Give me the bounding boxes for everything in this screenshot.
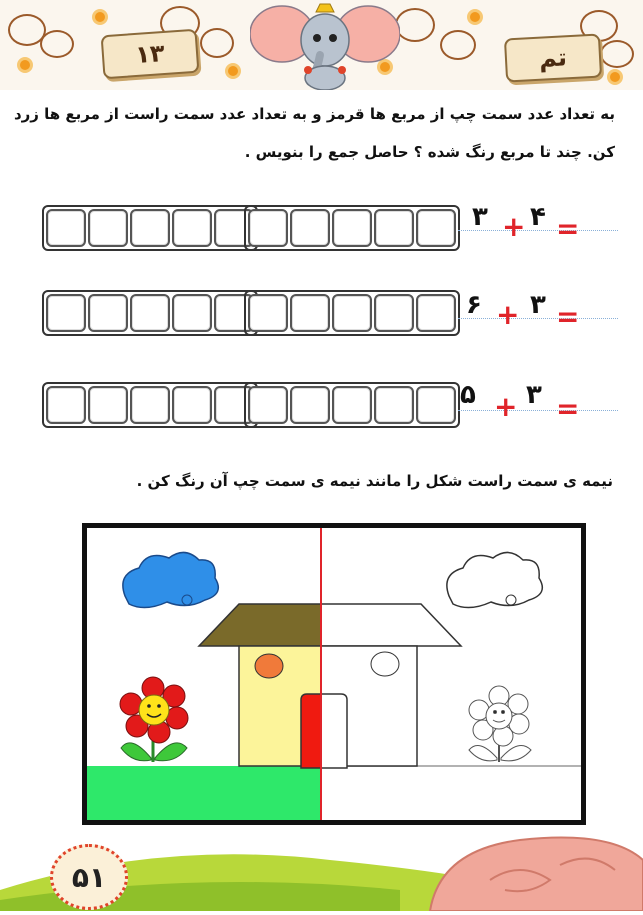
right-box-group — [244, 382, 460, 428]
window-left[interactable] — [255, 654, 283, 678]
cloud-left-icon[interactable] — [123, 552, 218, 607]
color-square[interactable] — [290, 294, 330, 332]
color-square[interactable] — [88, 294, 128, 332]
equals-sign: = — [556, 212, 580, 245]
color-square[interactable] — [416, 209, 456, 247]
right-box-group — [244, 290, 460, 336]
color-square[interactable] — [172, 209, 212, 247]
page-header — [0, 0, 643, 90]
color-square[interactable] — [172, 294, 212, 332]
equals-sign: = — [556, 392, 580, 425]
flower-ornament-icon — [470, 12, 480, 22]
color-square[interactable] — [332, 209, 372, 247]
equals-sign: = — [556, 300, 580, 333]
page-number-text: ۵۱ — [71, 860, 107, 894]
swirl-ornament-icon — [40, 30, 74, 58]
flower-left-icon[interactable] — [120, 677, 188, 762]
right-number: ۴ — [530, 202, 546, 232]
color-square[interactable] — [46, 386, 86, 424]
color-square[interactable] — [130, 209, 170, 247]
left-number: ۵ — [460, 380, 476, 410]
page-number-badge — [50, 844, 128, 910]
grass-left[interactable] — [87, 766, 321, 820]
door-right[interactable] — [321, 694, 347, 768]
right-number: ۳ — [526, 380, 542, 410]
door-left[interactable] — [301, 694, 321, 768]
symmetry-drawing — [87, 528, 581, 820]
flower-ornament-icon — [228, 66, 238, 76]
color-square[interactable] — [248, 209, 288, 247]
swirl-ornament-icon — [395, 8, 435, 42]
color-square[interactable] — [248, 386, 288, 424]
page-footer — [0, 820, 643, 911]
swirl-ornament-icon — [200, 28, 234, 58]
left-box-group — [42, 205, 258, 251]
theme-label-text: تم — [538, 43, 568, 73]
pink-shape-icon — [430, 838, 643, 912]
color-square[interactable] — [416, 294, 456, 332]
flower-ornament-icon — [95, 12, 105, 22]
color-square[interactable] — [332, 386, 372, 424]
roof-left[interactable] — [199, 604, 321, 646]
left-number: ۶ — [466, 290, 482, 320]
lesson-number-text: ١٣ — [134, 39, 166, 69]
symmetry-picture-frame — [82, 523, 586, 825]
cloud-right-icon[interactable] — [447, 552, 542, 607]
elephant-mascot-icon — [250, 0, 400, 90]
color-square[interactable] — [374, 294, 414, 332]
left-number: ۳ — [472, 202, 488, 232]
color-square[interactable] — [374, 386, 414, 424]
color-square[interactable] — [290, 386, 330, 424]
color-square[interactable] — [46, 209, 86, 247]
plus-sign: + — [502, 210, 526, 243]
answer-line[interactable] — [458, 410, 618, 411]
left-box-group — [42, 290, 258, 336]
color-square[interactable] — [130, 294, 170, 332]
color-square[interactable] — [416, 386, 456, 424]
plus-sign: + — [496, 298, 520, 331]
color-square[interactable] — [88, 386, 128, 424]
instruction-mirror: نیمه ی سمت راست شکل را مانند نیمه ی سمت چپ آن رنگ کن . — [136, 472, 613, 490]
window-right[interactable] — [371, 652, 399, 676]
swirl-ornament-icon — [600, 40, 634, 68]
color-square[interactable] — [332, 294, 372, 332]
left-box-group — [42, 382, 258, 428]
instruction-line-2: کن. چند تا مربع رنگ شده ؟ حاصل جمع را بنویس . — [244, 143, 615, 161]
flower-ornament-icon — [610, 72, 620, 82]
right-box-group — [244, 205, 460, 251]
flower-right-icon[interactable] — [469, 686, 531, 762]
roof-right[interactable] — [321, 604, 461, 646]
theme-badge — [504, 34, 602, 83]
swirl-ornament-icon — [440, 30, 476, 60]
lesson-number-badge — [101, 29, 200, 80]
right-number: ۳ — [530, 290, 546, 320]
color-square[interactable] — [290, 209, 330, 247]
color-square[interactable] — [130, 386, 170, 424]
plus-sign: + — [494, 390, 518, 423]
color-square[interactable] — [172, 386, 212, 424]
color-square[interactable] — [88, 209, 128, 247]
color-square[interactable] — [248, 294, 288, 332]
instruction-line-1: به تعداد عدد سمت چپ از مربع ها قرمز و به تعداد عدد سمت راست از مربع ها زرد — [13, 105, 615, 123]
flower-ornament-icon — [20, 60, 30, 70]
color-square[interactable] — [46, 294, 86, 332]
color-square[interactable] — [374, 209, 414, 247]
